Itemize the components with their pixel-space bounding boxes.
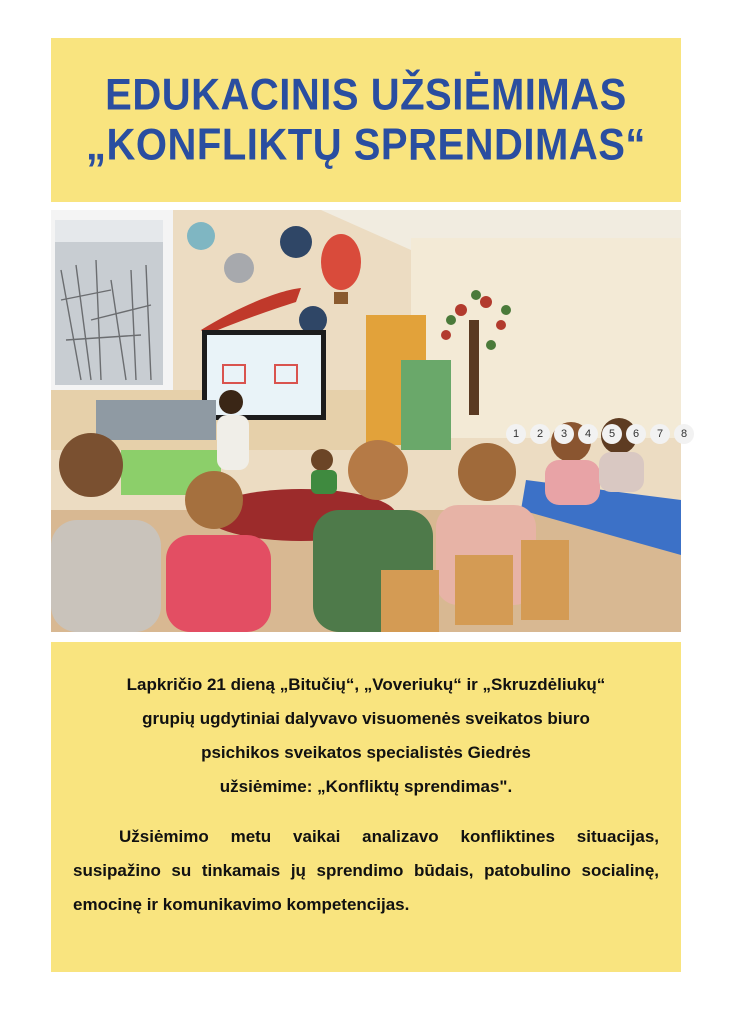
number-card: 8: [674, 424, 694, 444]
number-card: 1: [506, 424, 526, 444]
intro-line: Lapkričio 21 dieną „Bitučių“, „Voveriukų“ ir „Skruzdėliukų“: [126, 675, 606, 694]
intro-paragraph: [73, 668, 659, 804]
intro-line: psichikos sveikatos specialistės Giedrės: [201, 743, 531, 762]
number-card: 6: [626, 424, 646, 444]
intro-line: grupių ugdytiniai dalyvavo visuomenės sveikatos biuro: [142, 709, 590, 728]
number-card: 5: [602, 424, 622, 444]
title-line-2: „KONFLIKTŲ SPRENDIMAS“: [86, 120, 646, 170]
number-card: 3: [554, 424, 574, 444]
summary-paragraph: Užsiėmimo metu vaikai analizavo konfliktines situacijas, susipažino su tinkamais jų sprendimo būdais, patobulino socialinę, emocinę ir komunikavimo kompetencijas.: [73, 827, 659, 914]
description-panel: [51, 642, 681, 972]
number-card: 4: [578, 424, 598, 444]
number-card: 7: [650, 424, 670, 444]
title-line-1: EDUKACINIS UŽSIĖMIMAS: [105, 70, 627, 120]
title-banner: [51, 38, 681, 202]
intro-line: užsiėmime: „Konfliktų sprendimas".: [219, 777, 513, 796]
number-card: 2: [530, 424, 550, 444]
number-cards: [506, 424, 694, 444]
classroom-photo: [51, 210, 688, 632]
